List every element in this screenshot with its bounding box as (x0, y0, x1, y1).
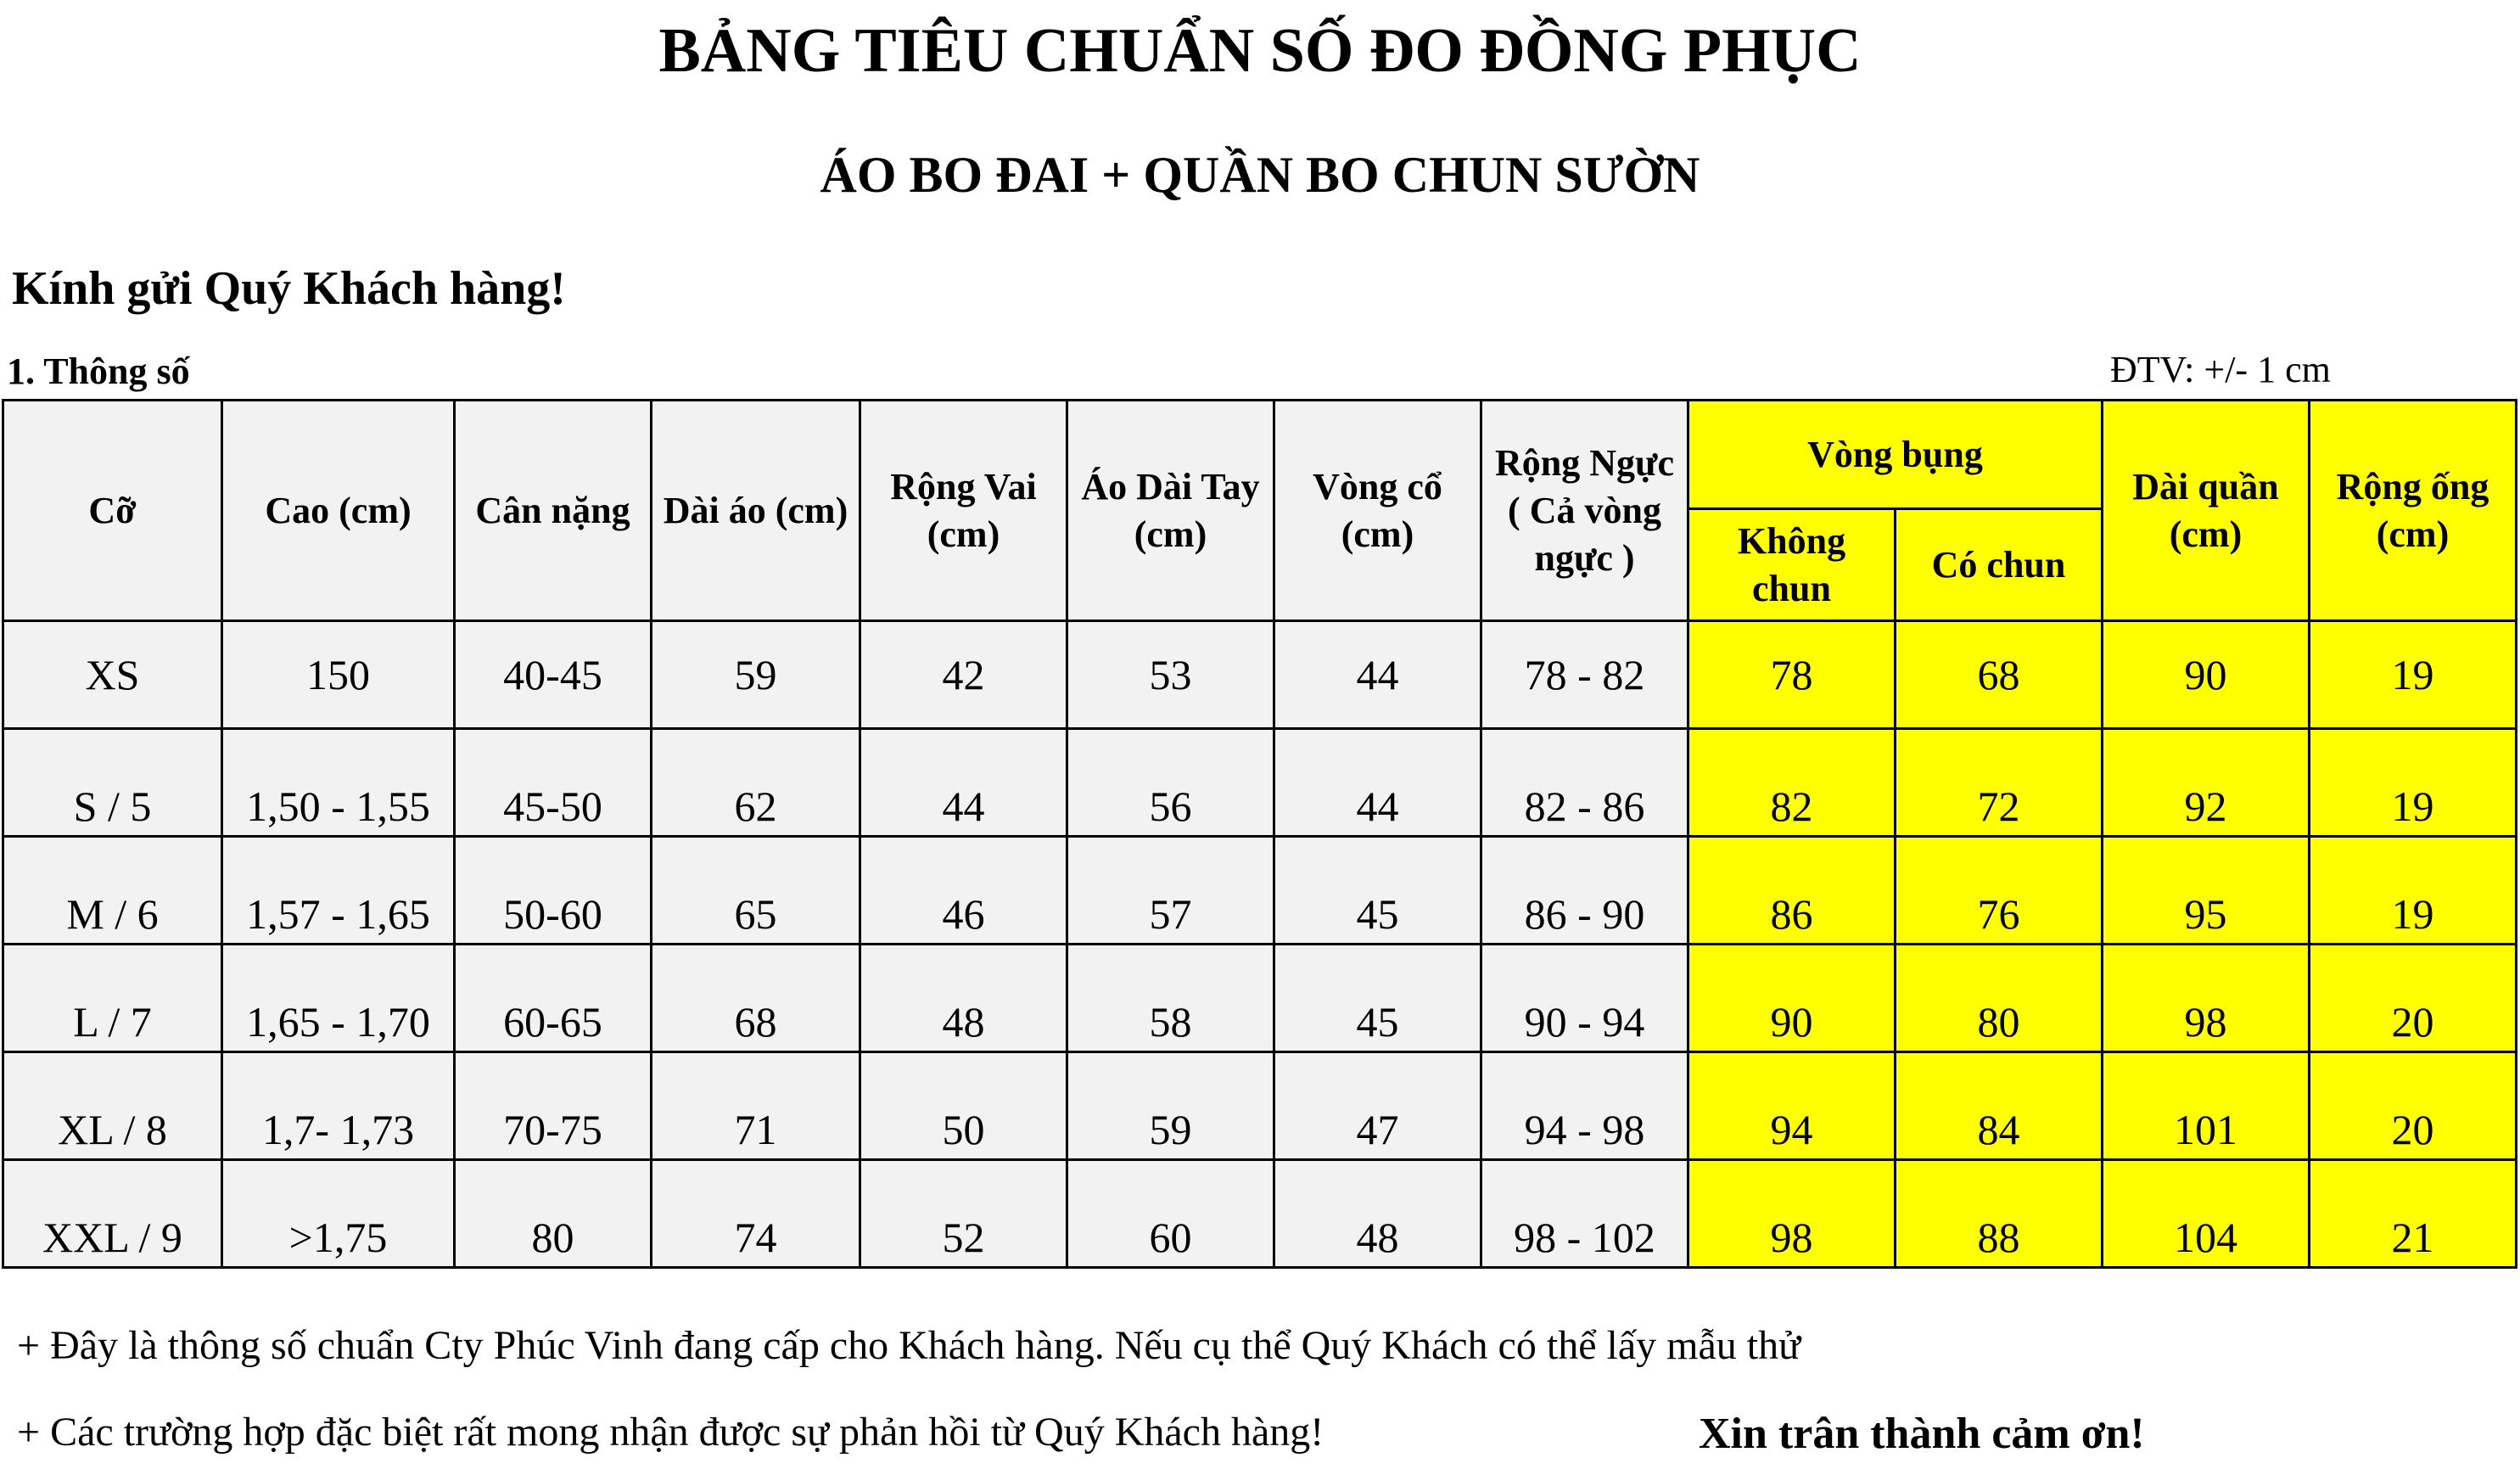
cell-height: 1,50 - 1,55 (222, 729, 455, 837)
table-row (3, 837, 2517, 945)
cell-leg-opening: 21 (2310, 1160, 2517, 1268)
table-row (3, 1052, 2517, 1160)
cell-pant-length: 90 (2103, 621, 2310, 729)
tolerance-note: ĐTV: +/- 1 cm (2110, 349, 2331, 390)
cell-leg-opening: 19 (2310, 729, 2517, 837)
header-height: Cao (cm) (222, 401, 455, 621)
note-feedback: + Các trường hợp đặc biệt rất mong nhận được sự phản hồi từ Quý Khách hàng! (17, 1410, 1324, 1455)
page-title: BẢNG TIÊU CHUẨN SỐ ĐO ĐỒNG PHỤC (658, 16, 1862, 86)
cell-waist-no-elastic: 90 (1688, 945, 1896, 1052)
cell-waist-no-elastic: 78 (1688, 621, 1896, 729)
cell-height: 150 (222, 621, 455, 729)
cell-chest: 86 - 90 (1481, 837, 1688, 945)
cell-shoulder-width: 44 (860, 729, 1067, 837)
cell-shirt-length: 74 (652, 1160, 860, 1268)
cell-weight: 50-60 (455, 837, 652, 945)
cell-shirt-length: 65 (652, 837, 860, 945)
cell-neck: 44 (1274, 729, 1481, 837)
cell-neck: 47 (1274, 1052, 1481, 1160)
cell-size: S / 5 (3, 729, 222, 837)
cell-leg-opening: 19 (2310, 621, 2517, 729)
table-row (3, 621, 2517, 729)
cell-shirt-length: 59 (652, 621, 860, 729)
header-neck: Vòng cổ (cm) (1274, 401, 1481, 621)
cell-pant-length: 98 (2103, 945, 2310, 1052)
cell-shoulder-width: 48 (860, 945, 1067, 1052)
page-subtitle: ÁO BO ĐAI + QUẦN BO CHUN SƯỜN (820, 147, 1700, 203)
cell-shirt-length: 62 (652, 729, 860, 837)
greeting: Kính gửi Quý Khách hàng! (12, 262, 566, 315)
cell-weight: 40-45 (455, 621, 652, 729)
cell-weight: 60-65 (455, 945, 652, 1052)
cell-height: >1,75 (222, 1160, 455, 1268)
header-waist-no-elastic: Không chun (1688, 509, 1896, 621)
cell-weight: 70-75 (455, 1052, 652, 1160)
cell-waist-no-elastic: 82 (1688, 729, 1896, 837)
cell-waist-elastic: 76 (1896, 837, 2103, 945)
cell-neck: 45 (1274, 945, 1481, 1052)
cell-sleeve-length: 57 (1067, 837, 1274, 945)
cell-waist-no-elastic: 98 (1688, 1160, 1896, 1268)
cell-neck: 48 (1274, 1160, 1481, 1268)
cell-waist-elastic: 88 (1896, 1160, 2103, 1268)
cell-pant-length: 101 (2103, 1052, 2310, 1160)
size-chart-table (2, 399, 2517, 1269)
cell-height: 1,7- 1,73 (222, 1052, 455, 1160)
cell-waist-no-elastic: 94 (1688, 1052, 1896, 1160)
cell-leg-opening: 20 (2310, 945, 2517, 1052)
cell-shoulder-width: 42 (860, 621, 1067, 729)
cell-weight: 45-50 (455, 729, 652, 837)
header-pant-length: Dài quần (cm) (2103, 401, 2310, 621)
cell-waist-elastic: 72 (1896, 729, 2103, 837)
closing-thanks: Xin trân thành cảm ơn! (1699, 1410, 2145, 1458)
cell-sleeve-length: 56 (1067, 729, 1274, 837)
section-label: 1. Thông số (7, 350, 190, 392)
table-row (3, 729, 2517, 837)
cell-waist-elastic: 80 (1896, 945, 2103, 1052)
cell-shoulder-width: 52 (860, 1160, 1067, 1268)
cell-shirt-length: 68 (652, 945, 860, 1052)
cell-sleeve-length: 60 (1067, 1160, 1274, 1268)
cell-neck: 44 (1274, 621, 1481, 729)
cell-sleeve-length: 59 (1067, 1052, 1274, 1160)
cell-size: XXL / 9 (3, 1160, 222, 1268)
header-sleeve-length: Áo Dài Tay (cm) (1067, 401, 1274, 621)
table-row (3, 1160, 2517, 1268)
cell-neck: 45 (1274, 837, 1481, 945)
cell-waist-elastic: 68 (1896, 621, 2103, 729)
cell-height: 1,65 - 1,70 (222, 945, 455, 1052)
cell-size: L / 7 (3, 945, 222, 1052)
header-chest: Rộng Ngực ( Cả vòng ngực ) (1481, 401, 1688, 621)
cell-height: 1,57 - 1,65 (222, 837, 455, 945)
cell-leg-opening: 20 (2310, 1052, 2517, 1160)
header-weight: Cân nặng (455, 401, 652, 621)
header-waist-elastic: Có chun (1896, 509, 2103, 621)
cell-pant-length: 95 (2103, 837, 2310, 945)
cell-size: M / 6 (3, 837, 222, 945)
cell-chest: 98 - 102 (1481, 1160, 1688, 1268)
cell-size: XS (3, 621, 222, 729)
note-standard-spec: + Đây là thông số chuẩn Cty Phúc Vinh đang cấp cho Khách hàng. Nếu cụ thể Quý Khách có thể lấy mẫu thử (17, 1323, 1801, 1368)
cell-shoulder-width: 46 (860, 837, 1067, 945)
cell-waist-no-elastic: 86 (1688, 837, 1896, 945)
cell-chest: 78 - 82 (1481, 621, 1688, 729)
table-row (3, 945, 2517, 1052)
cell-shoulder-width: 50 (860, 1052, 1067, 1160)
cell-weight: 80 (455, 1160, 652, 1268)
cell-sleeve-length: 58 (1067, 945, 1274, 1052)
cell-waist-elastic: 84 (1896, 1052, 2103, 1160)
header-size: Cỡ (3, 401, 222, 621)
header-leg-opening: Rộng ống (cm) (2310, 401, 2517, 621)
cell-pant-length: 104 (2103, 1160, 2310, 1268)
cell-sleeve-length: 53 (1067, 621, 1274, 729)
cell-chest: 82 - 86 (1481, 729, 1688, 837)
cell-chest: 94 - 98 (1481, 1052, 1688, 1160)
cell-shirt-length: 71 (652, 1052, 860, 1160)
cell-size: XL / 8 (3, 1052, 222, 1160)
cell-pant-length: 92 (2103, 729, 2310, 837)
cell-leg-opening: 19 (2310, 837, 2517, 945)
header-shoulder-width: Rộng Vai (cm) (860, 401, 1067, 621)
header-waist-group: Vòng bụng (1688, 401, 2103, 509)
header-shirt-length: Dài áo (cm) (652, 401, 860, 621)
cell-chest: 90 - 94 (1481, 945, 1688, 1052)
